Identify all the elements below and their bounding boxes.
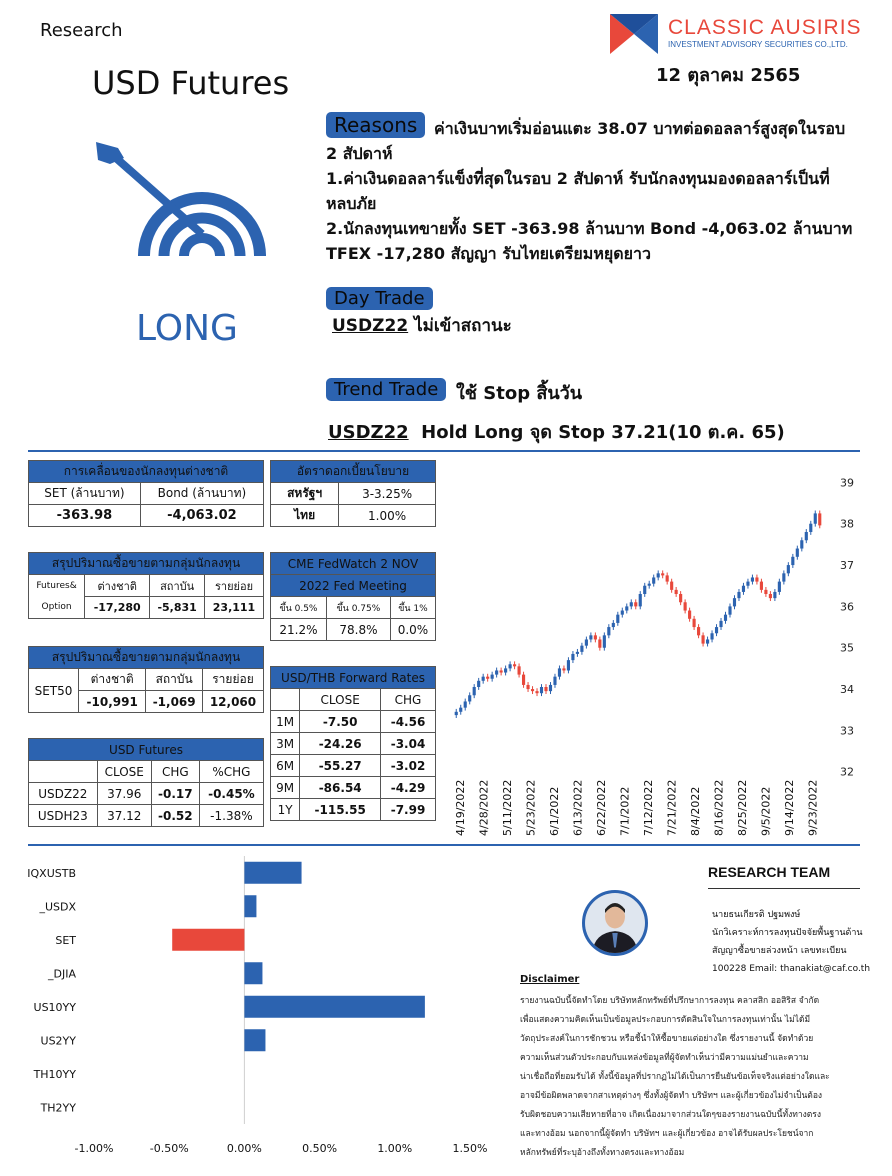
analyst-info [712, 906, 872, 978]
x-tick-label: -0.50% [149, 1142, 189, 1155]
table-title: USD/THB Forward Rates [271, 667, 436, 689]
candle-body [814, 513, 817, 523]
candle-body [473, 687, 476, 695]
candle-body [504, 668, 507, 672]
bar [244, 895, 256, 917]
trend-trade-tag: Trend Trade [326, 378, 446, 401]
usd-futures-table [28, 738, 264, 827]
x-tick-label: 8/4/2022 [689, 786, 703, 836]
y-tick-label: 34 [840, 683, 854, 697]
table-cell: สหรัฐฯ [271, 483, 339, 505]
column-header: CLOSE [300, 689, 381, 711]
day-trade-text [332, 312, 512, 339]
candle-body [477, 681, 480, 687]
x-tick-label: 1.00% [377, 1142, 413, 1155]
reason-line: หลบภัย [326, 194, 377, 213]
disclaimer-line: รายงานฉบับนี้จัดทำโดย บริษัทหลักทรัพย์ที่ปรึกษาการลงทุน คลาสสิก ออสิริส จำกัด [520, 996, 820, 1006]
candle-body [459, 708, 462, 712]
disclaimer-line: รับผิดชอบความเสียหายที่อาจ เกิดเนื่องมาจากส่วนใดๆของรายงานฉบับนี้ทั้งทางตรง [520, 1110, 822, 1120]
row-label: 1M [271, 711, 300, 733]
day-trade-action: ไม่เข้าสถานะ [408, 316, 512, 336]
reason-line: 2 สัปดาห์ [326, 144, 393, 163]
candle-body [679, 594, 682, 602]
candle-body [589, 635, 592, 639]
bar [244, 996, 424, 1018]
column-header: รายย่อย [202, 669, 263, 691]
table-cell: -55.27 [300, 755, 381, 777]
disclaimer-title: Disclaimer [520, 974, 580, 985]
candle-body [746, 582, 749, 586]
category-label: IQXUSTB [27, 866, 76, 880]
candle-body [486, 677, 489, 679]
usd-futures-candlestick-chart [450, 460, 870, 840]
candle-body [702, 635, 705, 643]
candle-body [616, 615, 619, 623]
row-label: Option [29, 597, 85, 619]
candle-body [764, 590, 767, 594]
candle-body [697, 627, 700, 635]
table-subtitle: 2022 Fed Meeting [271, 575, 436, 597]
analyst-role: นักวิเคราะห์การลงทุนปัจจัยพื้นฐานด้าน [712, 928, 863, 938]
column-header: ต่างชาติ [78, 669, 145, 691]
candle-body [675, 590, 678, 594]
divider [708, 888, 860, 889]
x-tick-label: 0.00% [226, 1142, 262, 1155]
x-tick-label: 4/19/2022 [454, 779, 467, 836]
table-cell: -363.98 [29, 505, 141, 527]
candle-body [553, 677, 556, 685]
column-header [271, 689, 300, 711]
policy-rate-table [270, 460, 436, 527]
x-tick-label: 9/23/2022 [806, 779, 820, 836]
category-label: _USDX [39, 900, 76, 914]
candle-body [791, 557, 794, 565]
candle-body [800, 540, 803, 548]
table-cell: 0.0% [390, 619, 435, 641]
x-tick-label: 7/21/2022 [665, 779, 679, 836]
candle-body [719, 621, 722, 627]
table-cell: -0.45% [199, 783, 263, 805]
candle-body [643, 586, 646, 594]
candle-body [670, 582, 673, 590]
company-subtitle: INVESTMENT ADVISORY SECURITIES CO.,LTD. [668, 40, 848, 49]
candle-body [630, 602, 633, 606]
table-cell: -17,280 [85, 597, 150, 619]
table-cell: 23,111 [205, 597, 264, 619]
foreign-flow-table [28, 460, 264, 527]
signal-label: LONG [136, 308, 238, 349]
candle-body [782, 573, 785, 581]
category-label: TH10YY [33, 1067, 76, 1081]
table-cell: -7.50 [300, 711, 381, 733]
x-tick-label: 1.50% [452, 1142, 488, 1155]
day-trade-symbol: USDZ22 [332, 316, 409, 336]
table-cell: -3.04 [381, 733, 436, 755]
candle-body [513, 664, 516, 666]
table-cell: -115.55 [300, 799, 381, 821]
table-cell: -1,069 [146, 691, 203, 713]
candle-body [710, 633, 713, 639]
reason-line: 2.นักลงทุนเทขายทั้ง SET -363.98 ล้านบาท Bond -4,063.02 ล้านบาท [326, 219, 853, 238]
disclaimer-line: น่าเชื่อถือที่ยอมรับได้ ทั้งนี้ข้อมูลที่ปรากฏไม่ได้เป็นการยืนยันข้อเท็จจริงแต่อย่างใดและ [520, 1072, 830, 1082]
y-tick-label: 36 [840, 600, 854, 614]
table-cell: 21.2% [271, 619, 327, 641]
x-tick-label: 7/1/2022 [618, 786, 632, 836]
candle-body [684, 602, 687, 610]
candle-body [491, 675, 494, 679]
candle-body [607, 627, 610, 635]
column-header: รายย่อย [205, 575, 264, 597]
y-tick-label: 33 [840, 724, 854, 738]
table-cell: ไทย [271, 505, 339, 527]
candle-body [500, 670, 503, 672]
x-tick-label: 9/5/2022 [759, 786, 773, 836]
candle-body [661, 573, 664, 575]
candle-body [495, 670, 498, 674]
row-label: 9M [271, 777, 300, 799]
x-tick-label: 0.50% [302, 1142, 338, 1155]
disclaimer-line: ความเห็นส่วนตัวประกอบกับแหล่งข้อมูลที่ผู้จัดทำเห็นว่ามีความแม่นยำและความ [520, 1053, 809, 1063]
candle-body [818, 513, 821, 525]
row-label: USDZ22 [29, 783, 98, 805]
table-cell: 37.12 [97, 805, 151, 827]
disclaimer-line: อาจมีข้อผิดพลาดจากสาเหตุต่างๆ ซึ่งทั้งผู้จัดทำ บริษัทฯ และผู้เกี่ยวข้องไม่จำเป็นต้อง [520, 1091, 823, 1101]
table-cell: -7.99 [381, 799, 436, 821]
candle-body [742, 586, 745, 592]
bar [244, 962, 262, 984]
table-cell: -5,831 [150, 597, 205, 619]
page-title: USD Futures [92, 64, 290, 102]
set50-flow-table [28, 646, 264, 713]
candle-body [585, 639, 588, 645]
column-header: CHG [381, 689, 436, 711]
candle-body [639, 594, 642, 606]
trend-trade-hold: Hold Long จุด Stop 37.21(10 ต.ค. 65) [408, 422, 785, 443]
column-header: CHG [151, 761, 199, 783]
candle-body [464, 701, 467, 707]
candle-body [634, 602, 637, 606]
table-title: USD Futures [29, 739, 264, 761]
candle-body [518, 666, 521, 674]
bar [172, 929, 244, 951]
candle-body [468, 695, 471, 701]
x-tick-label: 4/28/2022 [477, 779, 491, 836]
table-cell: -86.54 [300, 777, 381, 799]
reason-line: TFEX -17,280 สัญญา รับไทยเตรียมหยุดยาว [326, 244, 651, 263]
bar [244, 1029, 265, 1051]
candle-body [778, 582, 781, 592]
x-tick-label: 8/16/2022 [712, 779, 726, 836]
candle-body [576, 652, 579, 654]
reason-line: ค่าเงินบาทเริ่มอ่อนแตะ 38.07 บาทต่อดอลลาร์สูงสุดในรอบ [434, 119, 846, 138]
table-title: สรุปปริมาณซื้อขายตามกลุ่มนักลงทุน [29, 553, 264, 575]
disclaimer-line: เพื่อแสดงความคิดเห็นเป็นข้อมูลประกอบการตัดสินใจในการลงทุนเท่านั้น ไม่ได้มี [520, 1015, 811, 1025]
candle-body [751, 577, 754, 581]
column-header: Bond (ล้านบาท) [140, 483, 263, 505]
table-cell: -4.29 [381, 777, 436, 799]
candle-body [531, 689, 534, 691]
category-label: TH2YY [40, 1101, 76, 1115]
section-label: Research [40, 20, 123, 41]
analyst-license: สัญญาซื้อขายล่วงหน้า เลขทะเบียน [712, 946, 847, 956]
disclaimer-line: และทางอ้อม นอกจากนี้ผู้จัดทำ บริษัทฯ และผู้เกี่ยวข้อง อาจได้รับผลประโยชน์จาก [520, 1129, 814, 1139]
candle-body [482, 677, 485, 681]
column-header: ขึ้น 1% [390, 597, 435, 619]
table-cell: -0.52 [151, 805, 199, 827]
analyst-name: นายธนเกียรติ ปฐมพงษ์ [712, 910, 801, 920]
column-header [29, 761, 98, 783]
bar [244, 862, 301, 884]
candle-body [688, 611, 691, 619]
trend-trade-symbol: USDZ22 [328, 422, 409, 443]
candle-body [760, 582, 763, 590]
row-label: Futures& [29, 575, 85, 597]
table-cell: 12,060 [202, 691, 263, 713]
y-tick-label: 39 [840, 476, 854, 490]
day-trade-tag: Day Trade [326, 287, 433, 310]
x-tick-label: 5/11/2022 [501, 779, 515, 836]
disclaimer-line: หลักทรัพย์ที่ระบุอ้างถึงทั้งทางตรงและทางอ้อม [520, 1148, 685, 1158]
divider [28, 844, 860, 846]
category-label: _DJIA [48, 967, 76, 981]
candle-body [728, 606, 731, 614]
candle-body [540, 687, 543, 693]
disclaimer-text [520, 992, 870, 1163]
analyst-email: 100228 Email: thanakiat@caf.co.th [712, 964, 871, 974]
table-title: CME FedWatch 2 NOV [271, 553, 436, 575]
x-tick-label: 6/1/2022 [548, 786, 562, 836]
column-header: ขึ้น 0.5% [271, 597, 327, 619]
x-tick-label: 5/23/2022 [524, 779, 538, 836]
candle-body [522, 675, 525, 685]
candle-body [787, 565, 790, 573]
row-label: 1Y [271, 799, 300, 821]
futures-flow-table [28, 552, 264, 619]
x-tick-label: -1.00% [74, 1142, 114, 1155]
candle-body [809, 524, 812, 532]
table-cell: 37.96 [97, 783, 151, 805]
candle-body [580, 646, 583, 652]
x-tick-label: 9/14/2022 [783, 779, 797, 836]
y-tick-label: 35 [840, 641, 854, 655]
reason-line: 1.ค่าเงินดอลลาร์แข็งที่สุดในรอบ 2 สัปดาห์ รับนักลงทุนมองดอลลาร์เป็นที่ [326, 169, 830, 188]
category-label: SET [55, 933, 76, 947]
row-label: USDH23 [29, 805, 98, 827]
candle-body [652, 577, 655, 583]
disclaimer-line: วัตถุประสงค์ในการชักชวน หรือชี้นำให้ซื้อขายแต่อย่างใด ซึ่งรายงานนี้ จัดทำด้วย [520, 1034, 814, 1044]
candle-body [693, 619, 696, 627]
candle-body [535, 691, 538, 693]
candle-body [733, 598, 736, 606]
column-header: ขึ้น 0.75% [326, 597, 390, 619]
candle-body [594, 635, 597, 639]
table-cell: 1.00% [339, 505, 436, 527]
candle-body [558, 668, 561, 676]
column-header: %CHG [199, 761, 263, 783]
candle-body [549, 685, 552, 691]
candle-body [526, 685, 529, 689]
fedwatch-table [270, 552, 436, 641]
y-tick-label: 38 [840, 517, 854, 531]
candle-body [724, 615, 727, 621]
candle-body [544, 687, 547, 691]
candle-body [625, 606, 628, 610]
trend-trade-position [328, 417, 785, 446]
candle-body [805, 532, 808, 540]
x-tick-label: 6/13/2022 [571, 779, 585, 836]
column-header: สถาบัน [150, 575, 205, 597]
company-name: CLASSIC AUSIRIS [668, 16, 862, 39]
divider [28, 450, 860, 452]
category-label: US10YY [33, 1000, 76, 1014]
y-tick-label: 37 [840, 559, 854, 573]
candle-body [455, 712, 458, 715]
row-label: 3M [271, 733, 300, 755]
candle-body [666, 575, 669, 581]
candle-body [737, 592, 740, 598]
y-tick-label: 32 [840, 765, 854, 779]
table-cell: -24.26 [300, 733, 381, 755]
table-cell: -4,063.02 [140, 505, 263, 527]
x-tick-label: 6/22/2022 [595, 779, 609, 836]
candle-body [567, 660, 570, 670]
candle-body [769, 594, 772, 598]
candle-body [715, 627, 718, 633]
candle-body [612, 623, 615, 627]
candle-body [598, 639, 601, 647]
candle-body [621, 611, 624, 615]
table-cell: -10,991 [78, 691, 145, 713]
candle-body [562, 668, 565, 670]
candle-body [603, 635, 606, 647]
forward-rates-table [270, 666, 436, 821]
report-date: 12 ตุลาคม 2565 [656, 65, 801, 86]
row-label: 6M [271, 755, 300, 777]
table-cell: -4.56 [381, 711, 436, 733]
candle-body [706, 639, 709, 643]
table-cell: 3-3.25% [339, 483, 436, 505]
reasons-text [326, 116, 856, 266]
candle-body [755, 577, 758, 581]
candle-body [773, 592, 776, 598]
table-title: อัตราดอกเบี้ยนโยบาย [271, 461, 436, 483]
candle-body [571, 654, 574, 660]
table-cell: 78.8% [326, 619, 390, 641]
column-header: CLOSE [97, 761, 151, 783]
avatar [582, 890, 648, 956]
reasons-tag: Reasons [326, 112, 425, 138]
x-tick-label: 8/25/2022 [736, 779, 750, 836]
table-title: สรุปปริมาณซื้อขายตามกลุ่มนักลงทุน [29, 647, 264, 669]
candle-body [657, 573, 660, 577]
team-title: RESEARCH TEAM [708, 864, 831, 880]
column-header: ต่างชาติ [85, 575, 150, 597]
column-header: SET (ล้านบาท) [29, 483, 141, 505]
candle-body [509, 664, 512, 668]
table-title: การเคลื่อนของนักลงทุนต่างชาติ [29, 461, 264, 483]
market-change-bar-chart [20, 852, 520, 1170]
candle-body [796, 549, 799, 557]
trend-trade-text: ใช้ Stop สิ้นวัน [456, 383, 583, 404]
column-header: สถาบัน [146, 669, 203, 691]
table-cell: -1.38% [199, 805, 263, 827]
table-cell: -3.02 [381, 755, 436, 777]
category-label: US2YY [40, 1034, 76, 1048]
company-logo [610, 10, 658, 58]
candle-body [648, 584, 651, 586]
row-label: SET50 [29, 669, 79, 713]
table-cell: -0.17 [151, 783, 199, 805]
x-tick-label: 7/12/2022 [642, 779, 656, 836]
target-icon [88, 138, 268, 258]
